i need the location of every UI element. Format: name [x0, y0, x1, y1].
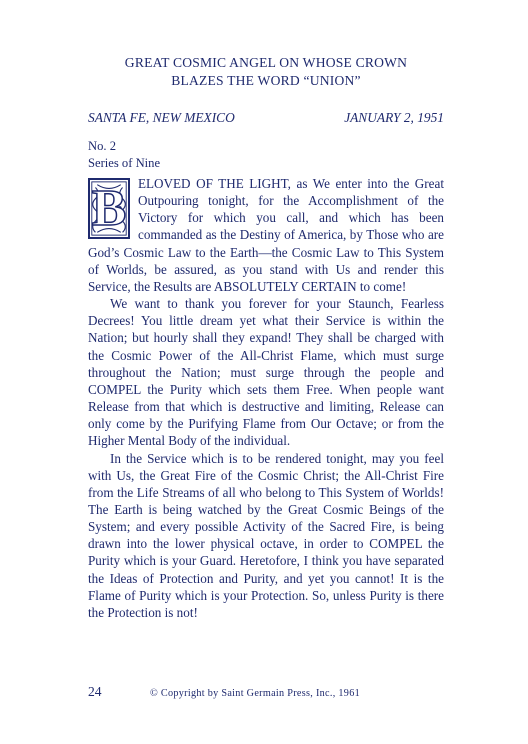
page-number: 24	[88, 684, 102, 699]
paragraph-1	[88, 175, 444, 295]
paragraph-1-text: ELOVED OF THE LIGHT, as We enter into the Great Outpouring tonight, for the Accomplishment of the Victory for which you call, and which has been commanded as the Destiny of America, by Those who are God’s Cosmic Law to the Earth—the Cosmic Law to This System of Worlds, be assured, as you stand with Us and render this Service, the Results are ABSOLUTELY CERTAIN to come!	[88, 176, 444, 294]
discourse-title	[88, 54, 444, 90]
dateline	[88, 110, 444, 126]
paragraph-3: In the Service which is to be rendered tonight, may you feel with Us, the Great Fire of the Cosmic Christ; the All-Christ Fire from the Life Streams of all who belong to This System of Worlds! The Earth is being watched by the Great Cosmic Beings of the System; and every possible Activity of the Sacred Fire, is being drawn into the lower physical octave, in order to COMPEL the Purity which is your Guard. Heretofore, I think you have separated the Ideas of Protection and Purity, and yet you cannot! It is the Flame of Purity which is your Protection. So, unless Purity is there the Protection is not!	[88, 450, 444, 620]
date: JANUARY 2, 1951	[344, 110, 444, 125]
ornamental-initial	[88, 178, 130, 239]
title-line-1: GREAT COSMIC ANGEL ON WHOSE CROWN	[124, 55, 408, 70]
series-info	[88, 138, 444, 172]
page-footer	[88, 684, 444, 700]
initial-letter: B	[91, 179, 127, 237]
discourse-body	[88, 175, 444, 621]
paragraph-2: We want to thank you forever for your Staunch, Fearless Decrees! You little dream yet what their Service is within the Nation; but hourly shall they expand! They shall be charged with the Cosmic Power of the All-Christ Flame, which must surge throughout the Nation; must surge through the people and COMPEL the Purity which sets them Free. When people want Release from that which is destructive and limiting, Release can only come by the Purifying Flame from Our Octave; or from the Higher Mental Body of the individual.	[88, 296, 444, 449]
title-line-2: BLAZES THE WORD “UNION”	[171, 73, 361, 88]
copyright-notice: © Copyright by Saint Germain Press, Inc., 1961	[150, 688, 360, 699]
series-label: Series of Nine	[88, 156, 161, 170]
page	[88, 44, 444, 621]
discourse-number: No. 2	[88, 139, 116, 153]
location: SANTA FE, NEW MEXICO	[88, 110, 235, 125]
